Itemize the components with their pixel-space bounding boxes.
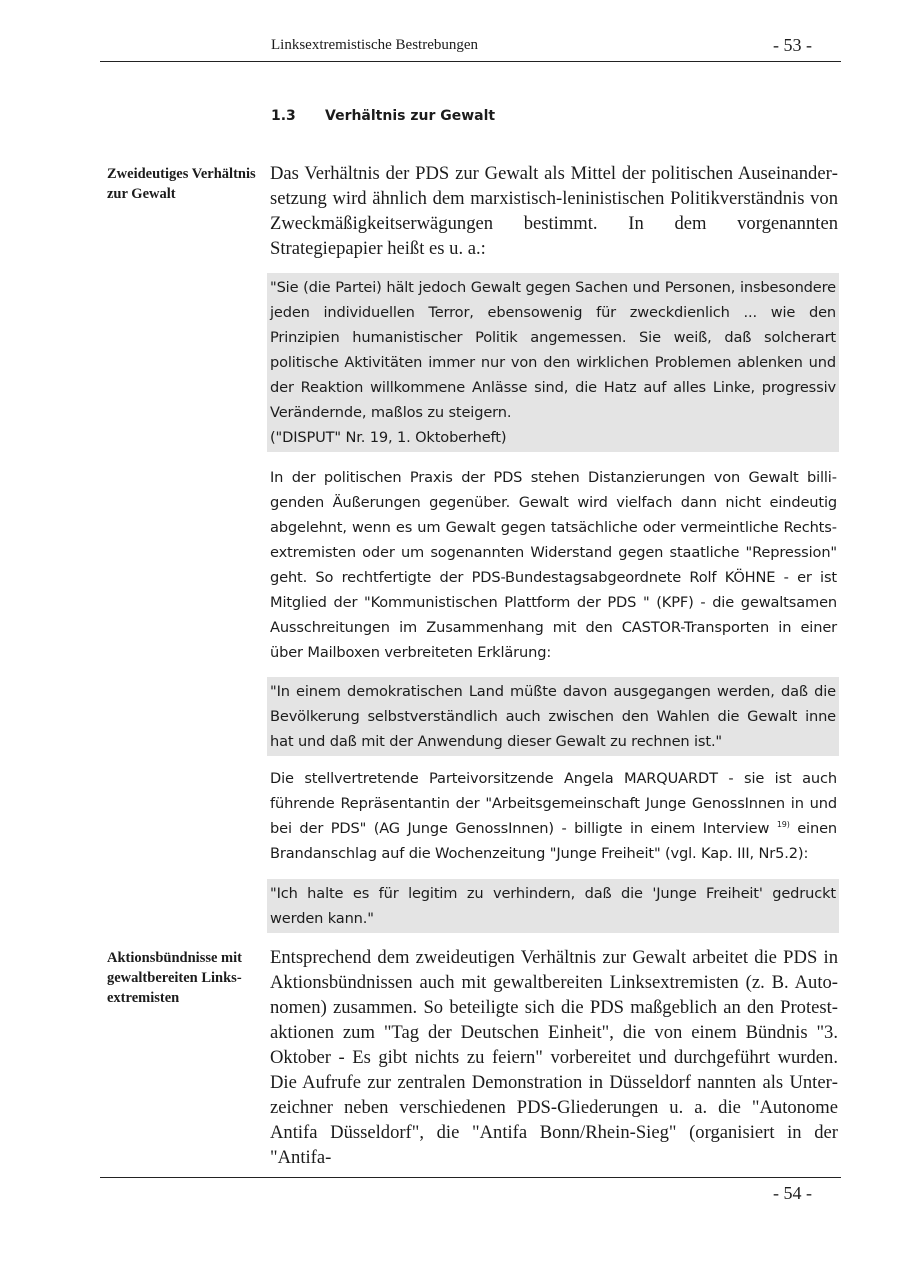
section-number: 1.3 bbox=[271, 108, 296, 124]
section-title: Verhältnis zur Gewalt bbox=[325, 108, 496, 124]
footer-page-number: - 54 - bbox=[773, 1183, 812, 1203]
paragraph-action-alliances: Entsprechend dem zweideutigen Verhältnis zur Gewalt arbeitet die PDS in Aktionsbündnissen auch mit gewaltbereiten Linksextremisten (z. B. Autonomen) zusammen. So beteiligte sich die PDS maßgeblich an den Protestaktionen zum "Tag der Deutschen Einheit", die von einem Bündnis "3. Oktober - Es gibt nichts zu feiern" vorbereitet und durchgeführt wurden. Die Aufrufe zur zentralen Demonstration in Düsseldorf nannten als Unterzeichner neben verschiedenen PDS-Gliederungen u. a. die "Autonome Antifa Düsseldorf", die "Antifa Bonn/Rhein-Sieg" (organisiert in der "Antifa- bbox=[270, 947, 838, 1168]
margin-note-action-alliances: Aktionsbündnisse mit gewaltbereiten Linksextremisten bbox=[107, 950, 242, 1006]
footer-rule bbox=[100, 1177, 841, 1178]
margin-note-ambiguous-relation: Zweideutiges Verhältnis zur Gewalt bbox=[107, 166, 256, 202]
paragraph-marquardt bbox=[270, 766, 837, 866]
header-page-number: - 53 - bbox=[773, 35, 812, 55]
quote-block-disput bbox=[267, 273, 839, 452]
paragraph-intro: Das Verhältnis der PDS zur Gewalt als Mittel der politischen Auseinandersetzung wird ähnlich dem marxistisch-leninistischen Politikverständnis von Zweckmäßigkeitserwägungen bestimmt. In dem vorgenannten Strategiepapier heißt es u. a.: bbox=[270, 163, 838, 259]
quote-block-marquardt: "Ich halte es für legitim zu verhindern, daß die 'Junge Freiheit' gedruckt werden kann." bbox=[267, 879, 839, 933]
header-rule bbox=[100, 61, 841, 62]
section-heading bbox=[271, 108, 495, 124]
quote-text: "Sie (die Partei) hält jedoch Gewalt gegen Sachen und Personen, insbesondere jeden individuellen Terror, ebensowenig für zweckdienlich ... wie den Prinzipien humanistischer Politik angemessen. Sie weiß, daß solcherart politische Aktivitäten immer nur von den wirklichen Problemen ablenken und der Reaktion willkommene Anlässe sind, die Hatz auf alles Linke, progressiv Verändernde, maßlos zu steigern. bbox=[270, 279, 836, 421]
paragraph-text: Die stellvertretende Parteivorsitzende Angela MARQUARDT - sie ist auch führende Repräsentantin der "Arbeitsgemeinschaft Junge GenossInnen in und bei der PDS" (AG Junge GenossInnen) - billigte in einem Interview bbox=[270, 770, 837, 837]
quote-source: ("DISPUT" Nr. 19, 1. Oktoberheft) bbox=[270, 429, 507, 446]
running-header-title: Linksextremistische Bestrebungen bbox=[271, 37, 479, 53]
quote-block-koehne: "In einem demokratischen Land müßte davon ausgegangen werden, daß die Bevölkerung selbstverständlich auch zwischen den Wahlen die Gewalt inne hat und daß mit der Anwendung dieser Gewalt zu rechnen ist." bbox=[267, 677, 839, 756]
footnote-reference: 19) bbox=[776, 820, 790, 829]
paragraph-political-practice: In der politischen Praxis der PDS stehen Distanzierungen von Gewalt billigenden Äußerungen gegenüber. Gewalt wird vielfach dann nicht eindeutig abgelehnt, wenn es um Gewalt gegen tatsächliche oder vermeintliche Rechtsextremisten oder um sogenannten Widerstand gegen staatliche "Repression" geht. So rechtfertigte der PDS-Bundestagsabgeordnete Rolf KÖHNE - er ist Mitglied der "Kommunistischen Plattform der PDS " (KPF) - die gewaltsamen Ausschreitungen im Zusammenhang mit den CASTOR-Transporten in einer über Mailboxen verbreiteten Erklärung: bbox=[270, 469, 837, 661]
paragraph-text-continued: einen Brandanschlag auf die Wochenzeitung "Junge Freiheit" (vgl. Kap. III, Nr5.2): bbox=[270, 820, 837, 862]
